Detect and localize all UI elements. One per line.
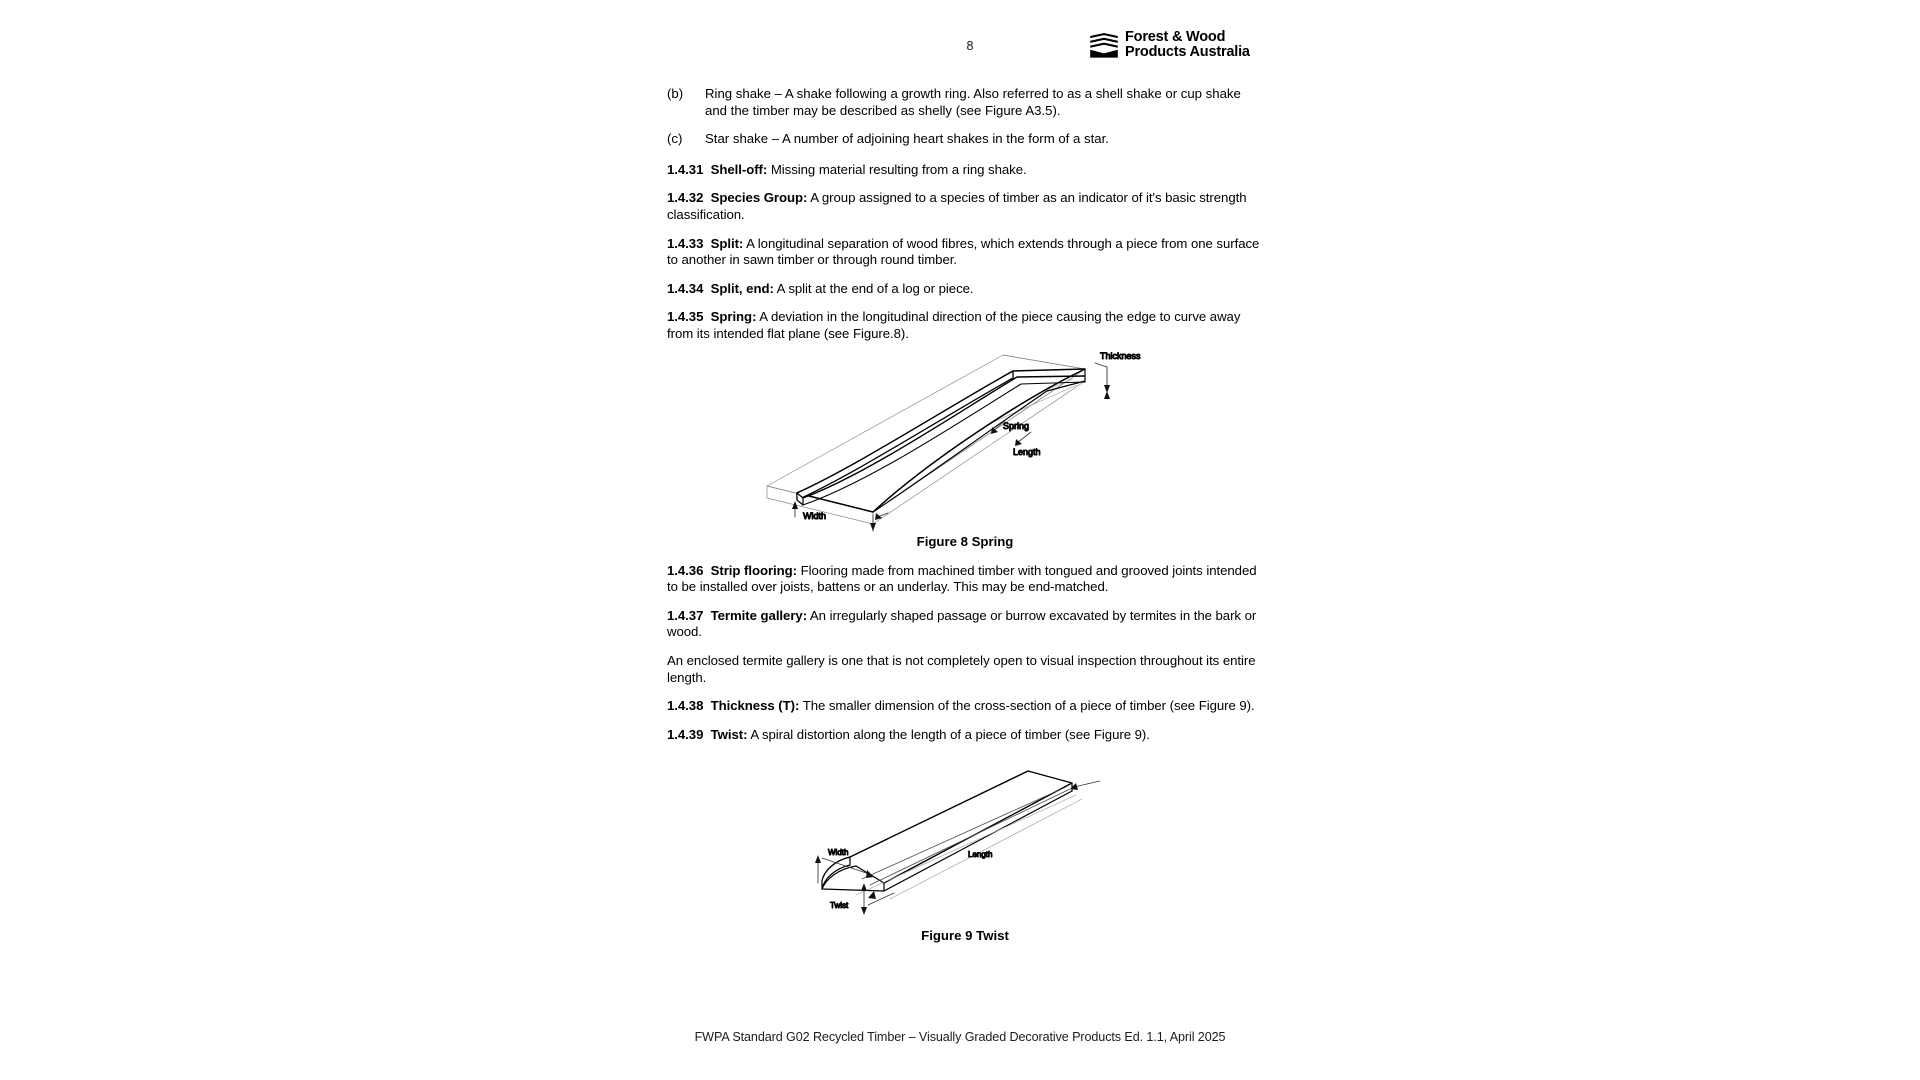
definition-text: A deviation in the longitudinal direction of the piece causing the edge to curve away from its intended flat plane (see Figure.8). — [667, 309, 1241, 341]
definition-text: A group assigned to a species of timber as an indicator of it's basic strength classification. — [667, 190, 1247, 222]
definition-number: 1.4.38 — [667, 698, 704, 714]
definition-text: An irregularly shaped passage or burrow excavated by termites in the bark or wood. — [667, 607, 1257, 640]
definition-number: 1.4.33 — [667, 235, 704, 251]
definition-number: 1.4.32 — [667, 190, 704, 206]
definition-term: Shell-off: — [710, 161, 768, 177]
definition-number: 1.4.31 — [667, 161, 704, 177]
definition-text: The smaller dimension of the cross-section of a piece of timber (see Figure 9). — [799, 698, 1255, 714]
fwpa-logo — [1089, 30, 1250, 60]
fwpa-logo-wordmark — [1125, 30, 1250, 60]
figure-8 — [667, 347, 1263, 549]
definition-paragraph — [667, 698, 1263, 715]
list-item — [667, 86, 1263, 119]
figure-9 — [667, 761, 1263, 943]
definition-paragraph — [667, 281, 1263, 298]
figure8-length-label: Length — [1013, 446, 1041, 457]
figure8-width-label: Width — [803, 510, 827, 521]
logo-line-2: Products Australia — [1125, 44, 1250, 60]
figure9-width-label: Width — [828, 848, 849, 858]
definition-term: Twist: — [710, 726, 748, 742]
footer-text: FWPA Standard G02 Recycled Timber – Visually Graded Decorative Products Ed. 1.1, April 2025 — [694, 1030, 1226, 1044]
page-header — [0, 0, 1920, 80]
definition-paragraph — [667, 190, 1263, 223]
list-item-marker: (b) — [667, 86, 684, 101]
definition-term: Species Group: — [710, 190, 808, 206]
definition-text: A split at the end of a log or piece. — [773, 280, 974, 296]
spring-timber-isometric-diagram — [755, 347, 1175, 532]
definition-term: Thickness (T): — [710, 698, 800, 714]
definition-term: Termite gallery: — [710, 607, 808, 623]
figure9-twist-label: Twist — [830, 901, 849, 911]
list-item-text: Star shake – A number of adjoining heart shakes in the form of a star. — [705, 131, 1109, 147]
definition-number: 1.4.35 — [667, 309, 704, 325]
definition-term: Strip flooring: — [710, 562, 798, 578]
definition-text: A spiral distortion along the length of a piece of timber (see Figure 9). — [747, 726, 1150, 742]
definition-paragraph — [667, 727, 1263, 744]
definition-text: Missing material resulting from a ring shake. — [767, 161, 1027, 177]
page-footer — [0, 1030, 1920, 1044]
list-item — [667, 131, 1263, 148]
definition-paragraph — [667, 309, 1263, 342]
definition-number: 1.4.34 — [667, 280, 704, 296]
definition-number: 1.4.36 — [667, 562, 704, 578]
definition-term: Spring: — [710, 309, 757, 325]
figure9-length-label: Length — [968, 850, 993, 860]
definition-number: 1.4.39 — [667, 726, 704, 742]
figure-9-caption: Figure 9 Twist — [921, 928, 1009, 944]
definition-text: Flooring made from machined timber with tongued and grooved joints intended to be installed over joists, battens or an underlay. This may be end-matched. — [667, 562, 1257, 595]
document-content — [667, 86, 1263, 943]
list-item-marker: (c) — [667, 131, 683, 147]
definition-text: A longitudinal separation of wood fibres, which extends through a piece from one surface to another in sawn timber or through round timber. — [667, 235, 1260, 268]
twist-timber-isometric-diagram — [800, 761, 1130, 926]
page-number: 8 — [966, 39, 974, 53]
definition-paragraph — [667, 162, 1263, 179]
definition-paragraph — [667, 563, 1263, 596]
definition-term: Split: — [710, 235, 744, 251]
definition-paragraph — [667, 608, 1263, 641]
figure8-spring-label: Spring — [1003, 420, 1030, 431]
definition-paragraph — [667, 236, 1263, 269]
note-paragraph: An enclosed termite gallery is one that is not completely open to visual inspection throughout its entire length. — [667, 652, 1256, 685]
definition-term: Split, end: — [710, 280, 774, 296]
list-item-text: Ring shake – A shake following a growth ring. Also referred to as a shell shake or cup shake and the timber may be described as shelly (see Figure A3.5). — [705, 86, 1241, 118]
figure-8-caption: Figure 8 Spring — [916, 533, 1014, 549]
logo-line-1: Forest & Wood — [1125, 29, 1226, 46]
definition-number: 1.4.37 — [667, 607, 704, 623]
fwpa-wave-logo-icon — [1089, 30, 1119, 60]
figure8-thickness-label: Thickness — [1100, 350, 1141, 361]
